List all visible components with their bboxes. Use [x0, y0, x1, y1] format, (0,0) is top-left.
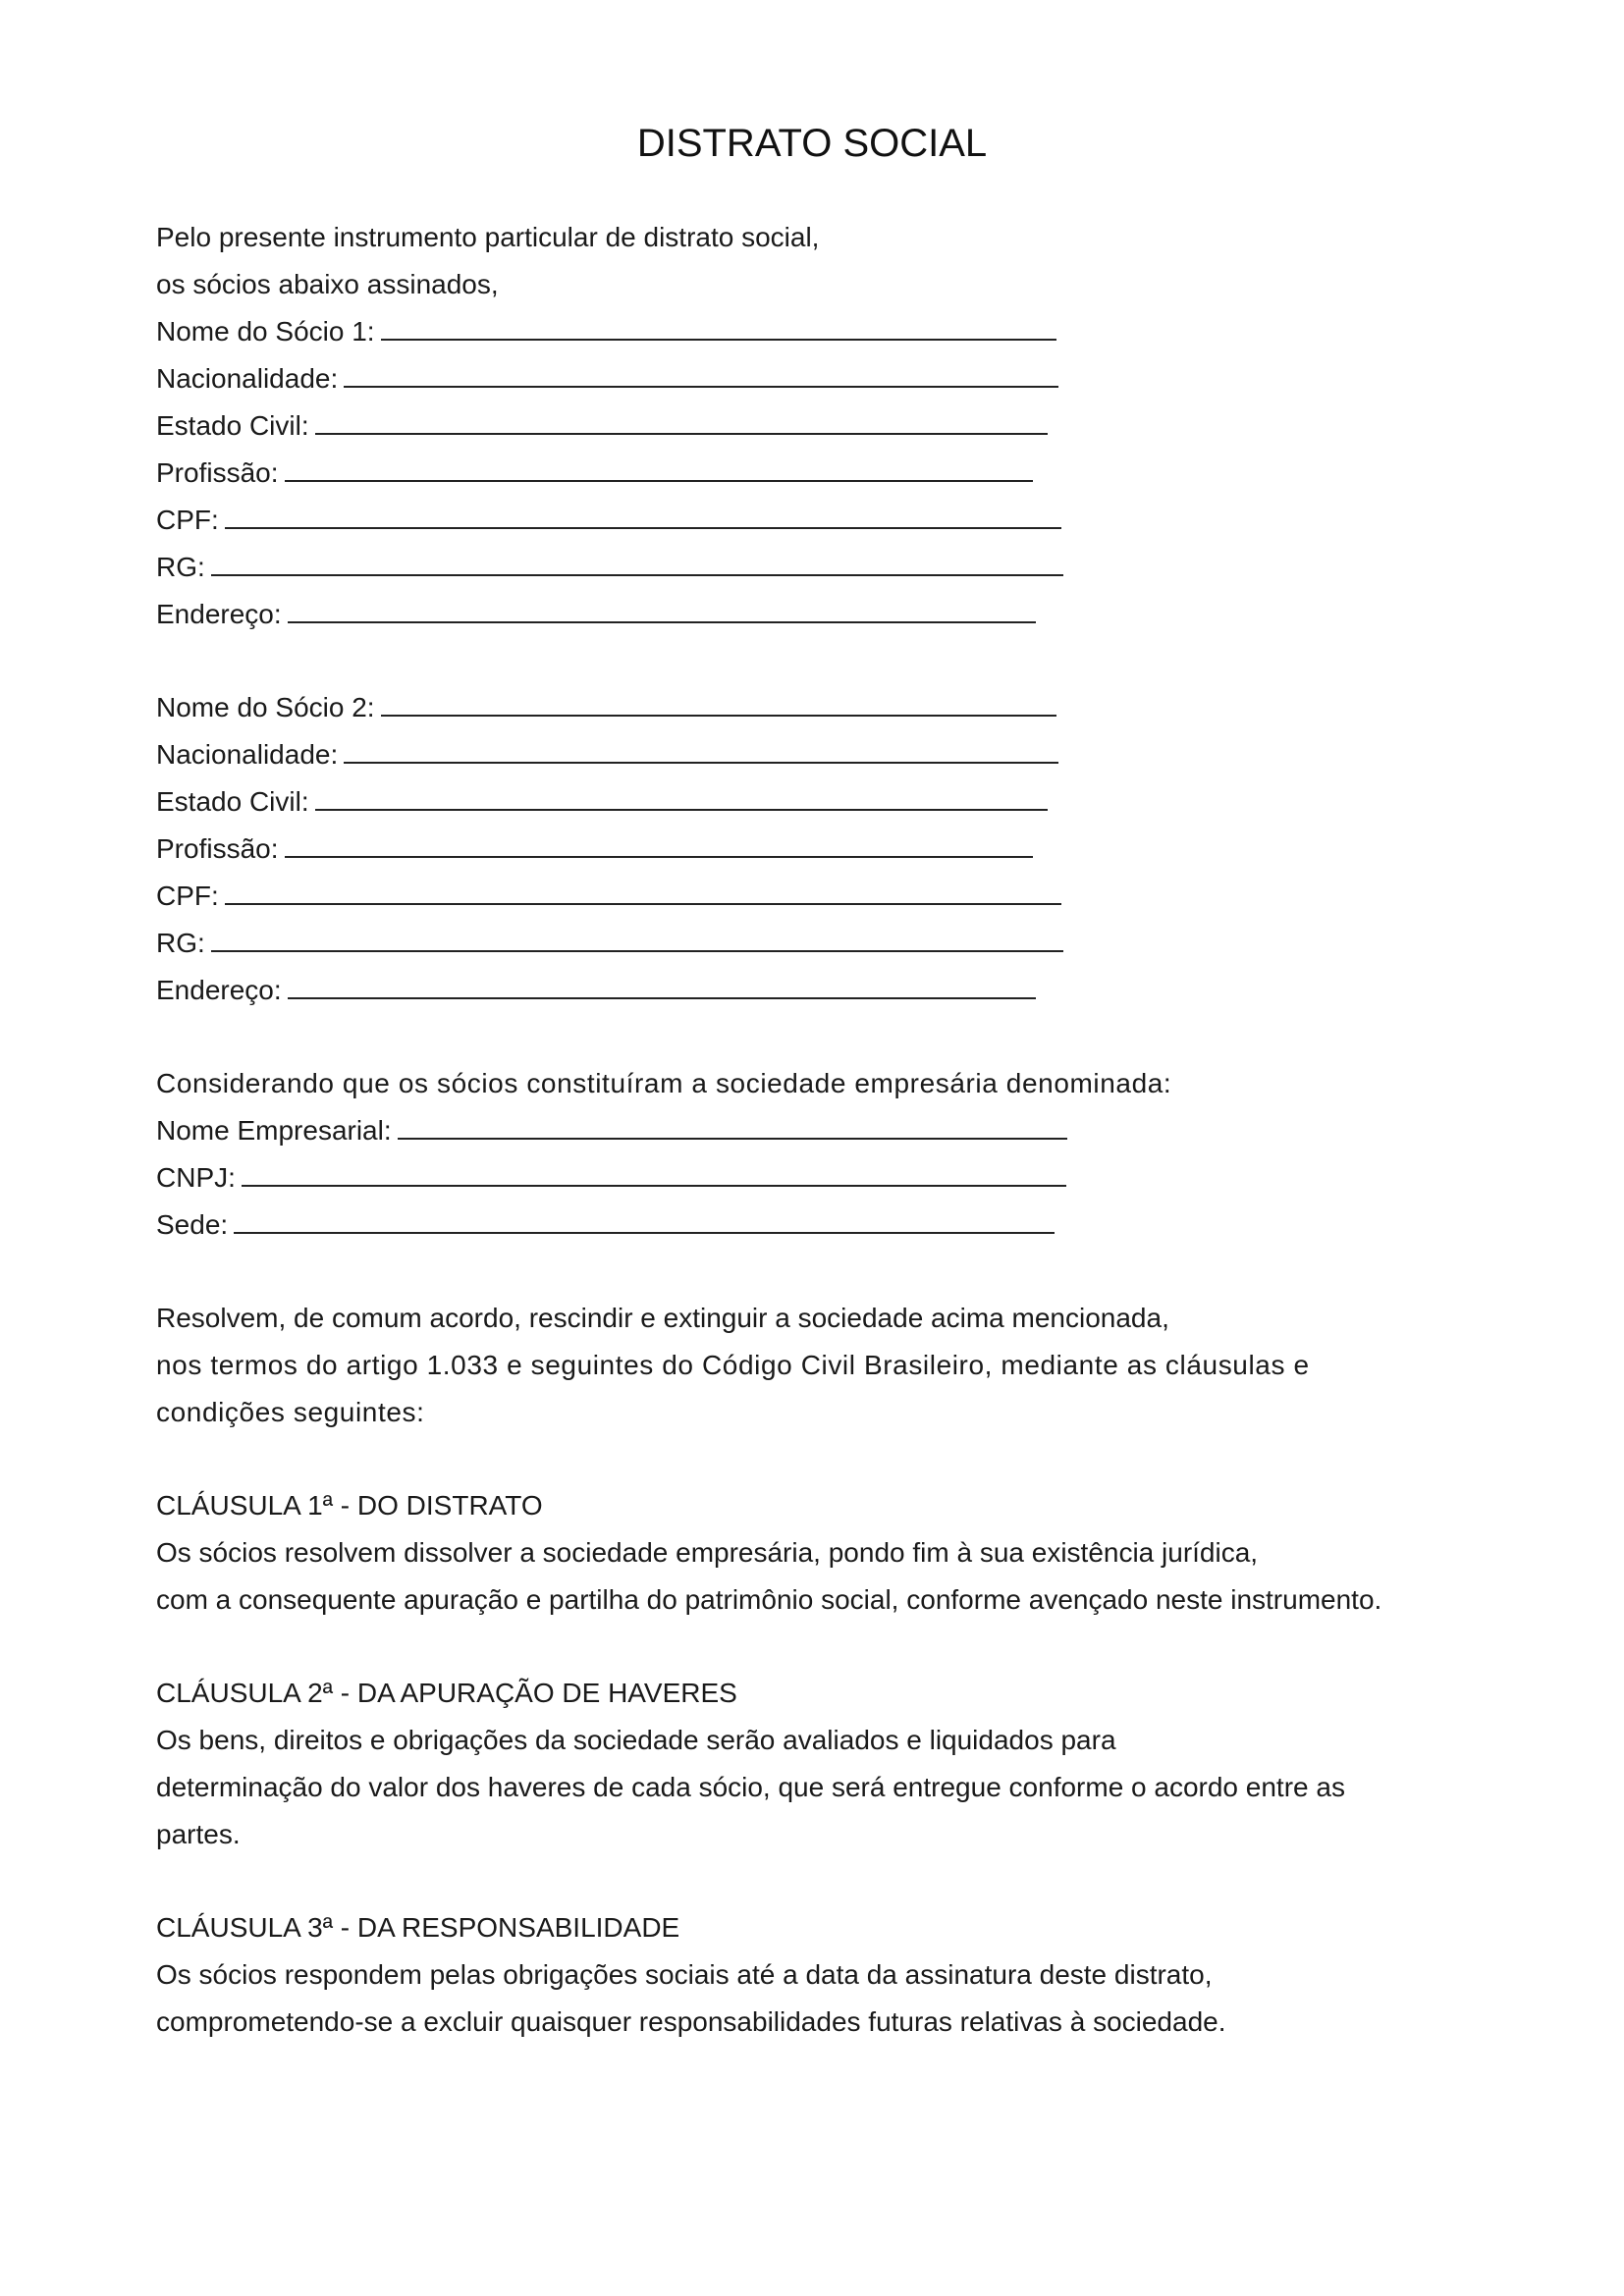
socio1-profissao-field[interactable]	[156, 455, 1033, 491]
intro-line-1: Pelo presente instrumento particular de distrato social,	[156, 222, 820, 252]
clausula-3-line-1: Os sócios respondem pelas obrigações sociais até a data da assinatura deste distrato,	[156, 1959, 1213, 1990]
socio1-estado-civil-field[interactable]	[156, 408, 1048, 444]
socio1-endereco-blank[interactable]	[288, 621, 1036, 623]
socio1-nome-label: Nome do Sócio 1:	[156, 316, 375, 347]
socio1-cpf-blank[interactable]	[225, 527, 1061, 529]
socio1-estado-civil-blank[interactable]	[315, 433, 1048, 435]
clausula-2-title: CLÁUSULA 2ª - DA APURAÇÃO DE HAVERES	[156, 1678, 737, 1708]
socio2-profissao-field[interactable]	[156, 831, 1033, 867]
socio1-nome-blank[interactable]	[381, 339, 1056, 341]
clausula-2-line-2: determinação do valor dos haveres de cada sócio, que será entregue conforme o acordo entre as	[156, 1772, 1345, 1802]
socio2-nacionalidade-field[interactable]	[156, 737, 1058, 773]
socio1-cpf-field[interactable]	[156, 503, 1061, 538]
socio1-nacionalidade-label: Nacionalidade:	[156, 363, 339, 394]
clausula-3-line-2: comprometendo-se a excluir quaisquer responsabilidades futuras relativas à sociedade.	[156, 2006, 1226, 2037]
socio1-endereco-field[interactable]	[156, 597, 1036, 632]
socio2-cpf-blank[interactable]	[225, 903, 1061, 905]
socio2-estado-civil-blank[interactable]	[315, 809, 1048, 811]
socio2-endereco-label: Endereço:	[156, 975, 282, 1005]
socio2-nome-blank[interactable]	[381, 715, 1056, 717]
resolvem-line-2: nos termos do artigo 1.033 e seguintes do Código Civil Brasileiro, mediante as cláusulas e	[156, 1350, 1310, 1380]
socio2-rg-label: RG:	[156, 928, 205, 958]
socio2-estado-civil-label: Estado Civil:	[156, 786, 309, 817]
clausula-2-line-1: Os bens, direitos e obrigações da sociedade serão avaliados e liquidados para	[156, 1725, 1116, 1755]
socio2-cpf-label: CPF:	[156, 881, 219, 911]
socio2-endereco-blank[interactable]	[288, 997, 1036, 999]
socio1-nacionalidade-blank[interactable]	[344, 386, 1058, 388]
socio1-profissao-label: Profissão:	[156, 457, 279, 488]
document-title: DISTRATO SOCIAL	[636, 122, 988, 165]
resolvem-line-3: condições seguintes:	[156, 1397, 425, 1427]
empresa-cnpj-field[interactable]	[156, 1160, 1066, 1196]
socio1-estado-civil-label: Estado Civil:	[156, 410, 309, 441]
socio1-rg-blank[interactable]	[211, 574, 1063, 576]
socio1-cpf-label: CPF:	[156, 505, 219, 535]
empresa-cnpj-label: CNPJ:	[156, 1162, 236, 1193]
clausula-1-line-1: Os sócios resolvem dissolver a sociedade empresária, pondo fim à sua existência jurídica,	[156, 1537, 1259, 1568]
socio2-nome-label: Nome do Sócio 2:	[156, 692, 375, 722]
socio2-cpf-field[interactable]	[156, 879, 1061, 914]
socio1-nome-field[interactable]	[156, 314, 1056, 349]
socio2-nacionalidade-blank[interactable]	[344, 762, 1058, 764]
considerando-line: Considerando que os sócios constituíram a sociedade empresária denominada:	[156, 1068, 1172, 1098]
socio2-rg-field[interactable]	[156, 926, 1063, 961]
empresa-nome-field[interactable]	[156, 1113, 1067, 1148]
socio1-rg-label: RG:	[156, 552, 205, 582]
socio1-nacionalidade-field[interactable]	[156, 361, 1058, 397]
empresa-sede-label: Sede:	[156, 1209, 229, 1240]
clausula-1-line-2: com a consequente apuração e partilha do patrimônio social, conforme avençado neste instrumento.	[156, 1584, 1382, 1615]
empresa-sede-blank[interactable]	[234, 1232, 1055, 1234]
socio2-endereco-field[interactable]	[156, 973, 1036, 1008]
socio2-rg-blank[interactable]	[211, 950, 1063, 952]
resolvem-line-1: Resolvem, de comum acordo, rescindir e extinguir a sociedade acima mencionada,	[156, 1303, 1169, 1333]
empresa-sede-field[interactable]	[156, 1207, 1055, 1243]
socio2-nome-field[interactable]	[156, 690, 1056, 725]
empresa-cnpj-blank[interactable]	[242, 1185, 1066, 1187]
clausula-2-line-3: partes.	[156, 1819, 241, 1849]
socio2-profissao-label: Profissão:	[156, 833, 279, 864]
socio2-profissao-blank[interactable]	[285, 856, 1033, 858]
empresa-nome-label: Nome Empresarial:	[156, 1115, 392, 1146]
intro-line-2: os sócios abaixo assinados,	[156, 269, 499, 299]
socio1-endereco-label: Endereço:	[156, 599, 282, 629]
empresa-nome-blank[interactable]	[398, 1138, 1067, 1140]
socio1-rg-field[interactable]	[156, 550, 1063, 585]
socio2-estado-civil-field[interactable]	[156, 784, 1048, 820]
clausula-1-title: CLÁUSULA 1ª - DO DISTRATO	[156, 1490, 543, 1521]
clausula-3-title: CLÁUSULA 3ª - DA RESPONSABILIDADE	[156, 1912, 680, 1943]
socio1-profissao-blank[interactable]	[285, 480, 1033, 482]
socio2-nacionalidade-label: Nacionalidade:	[156, 739, 339, 770]
